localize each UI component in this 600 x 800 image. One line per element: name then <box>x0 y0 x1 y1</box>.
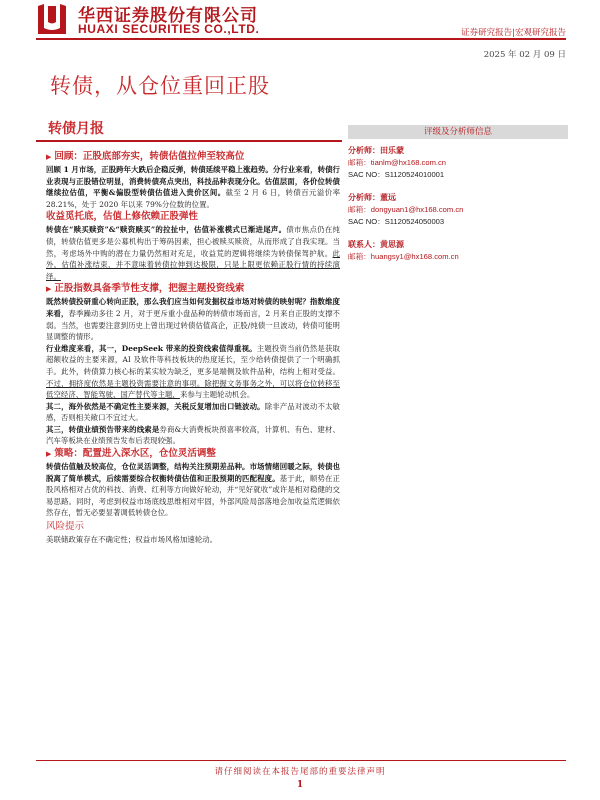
footer-divider <box>36 760 566 761</box>
company-name-en: HUAXI SECURITIES CO.,LTD. <box>78 22 260 36</box>
analyst-name: 分析师：田乐蒙 <box>348 146 404 155</box>
analyst-email[interactable]: 邮箱：huangsy1@hx168.com.cn <box>348 252 459 261</box>
triangle-bullet-icon: ▶ <box>46 153 52 161</box>
footer-disclaimer: 请仔细阅读在本报告尾部的重要法律声明 <box>214 767 386 777</box>
section-heading <box>46 150 340 164</box>
company-name-cn: 华西证券股份有限公司 <box>78 6 258 26</box>
body-paragraph: 其二，海外依然是不确定性主要来源，关税反复增加出口链波动。除非产品对波动不太敏感，否则相关敞口不宜过大。 <box>46 401 340 423</box>
analyst-email[interactable]: 邮箱：tianlm@hx168.com.cn <box>348 158 447 167</box>
body-paragraph: 回顾 1 月市场，正股跨年大跌后企稳反弹，转债延续平稳上涨趋势。分行业来看，转债行业表现与正股错位明显，消费转债亮点突出，科技品种表现分化。估值层面，各价位转债继续拉估值，平衡&偏股型转债估值进入贵价区间。截至 2 月 6 日，转债百元溢价率 28.21%，处于 2020 年以来 79%分位数的位置。 <box>46 165 341 209</box>
risk-text: 美联储政策存在不确定性；权益市场风格加速轮动。 <box>46 535 218 545</box>
analyst-name: 分析师：董远 <box>348 193 396 202</box>
report-title: 转债，从仓位重回正股 <box>50 74 270 98</box>
section-heading-text: 收益觅托底，估值上修依赖正股弹性 <box>46 211 199 223</box>
sidebar-heading: 评级及分析师信息 <box>348 125 568 139</box>
section-heading-text: 正股指数具备季节性支撑，把握主题投资线索 <box>54 283 245 295</box>
analyst-card <box>348 192 568 227</box>
triangle-bullet-icon: ▶ <box>46 450 52 459</box>
body-paragraph: 其三，转债业绩预告带来的线索是券商&大消费板块预喜率较高，计算机、有色、建材、汽车等板块在业绩预告发布后表现较强。 <box>46 424 340 446</box>
section-heading <box>46 447 340 461</box>
risk-heading: 风险提示 <box>46 521 85 533</box>
column-divider <box>36 140 342 142</box>
body-paragraph: 行业维度来看，其一，DeepSeek 带来的投资线索值得重视。主题投资当前仍然是获取超额收益的主要来源，AI 及软件等科技板块的热度延长，至少给转债提供了一个明确抓手。此外，转债算力核心标的某实较为缺乏，更多是端侧及软件品种，结构上相对受益。不过，拥挤度依然是主题投资需要注意的事项。除把握文务事务之外，可以将仓位转移至低空经济、智能驾驶、国产替代等主题，来参与主题轮动机会。 <box>46 343 341 400</box>
analyst-sac-number: SAC NO：S1120524010001 <box>348 169 445 179</box>
analyst-name: 联系人：黄思源 <box>348 240 404 249</box>
column-label: 转债月报 <box>48 121 104 137</box>
report-body <box>46 150 340 546</box>
analyst-card <box>348 145 568 180</box>
report-type: 证券研究报告|宏观研究报告 <box>461 28 566 38</box>
header-divider <box>36 38 566 40</box>
analyst-card <box>348 239 568 263</box>
section-heading <box>46 210 340 224</box>
body-paragraph: 转债在“赎买赎资”&“赎资赎买”的拉扯中，估值补涨模式已渐进尾声。债市焦点仍在纯债，转债估值更多是公募机构出于筹码因素，担心被赎买赎资，从而形成了自我实现。当然，考虑场外中购的潜在力量仍然相对充足，收益荒的逻辑将继续为转债保驾护航。此外，估值补涨结束，并不意味着转债拉伸到达极限，只是上限更依赖正股行情的持续演绎。 <box>46 225 340 281</box>
section-heading <box>46 282 340 296</box>
page-number: 1 <box>296 780 304 790</box>
body-paragraph: 转债估值触及较高位，仓位灵活调整，结构关注预期差品种。市场情绪回暖之际，转债也脱离了简单模式，后续需要综合权衡转债估值和正股预期的匹配程度。基于此，顺势在正股风格相对占优的科技、消费、红利等方向做好轮动，并“见好就收”或许是相对稳健的交易思路。同时，考虑到权益市场底线思维相对牢固，外部风险局部落地会加收益荒逻辑依然存在，暂无必要显著调低转债仓位。 <box>46 462 340 518</box>
analyst-sidebar <box>348 125 568 263</box>
triangle-bullet-icon: ▶ <box>46 285 52 294</box>
analyst-sac-number: SAC NO：S1120524050003 <box>348 216 445 226</box>
body-paragraph: 既然转债投研重心转向正股，那么我们应当如何发掘权益市场对转债的映射呢？指数维度来看，春季躁动多往 2 月，对于更斥重小盘品种的转债市场而言，2 月来自正股的支撑不弱。当然，也需要注意到历史上曾出现过转债估值高企，正股/纯债一旦波动，转债可能明显调整的情形。 <box>46 297 341 342</box>
section-heading-text: 策略：配置进入深水区，仓位灵活调整 <box>54 448 216 460</box>
analyst-email[interactable]: 邮箱：dongyuan1@hx168.com.cn <box>348 205 464 214</box>
section-heading-text: 回顾：正股底部夯实，转债估值拉伸至较高位 <box>54 151 245 162</box>
report-date: 2025 年 02 月 09 日 <box>483 50 566 60</box>
huaxi-logo-icon <box>36 2 68 36</box>
